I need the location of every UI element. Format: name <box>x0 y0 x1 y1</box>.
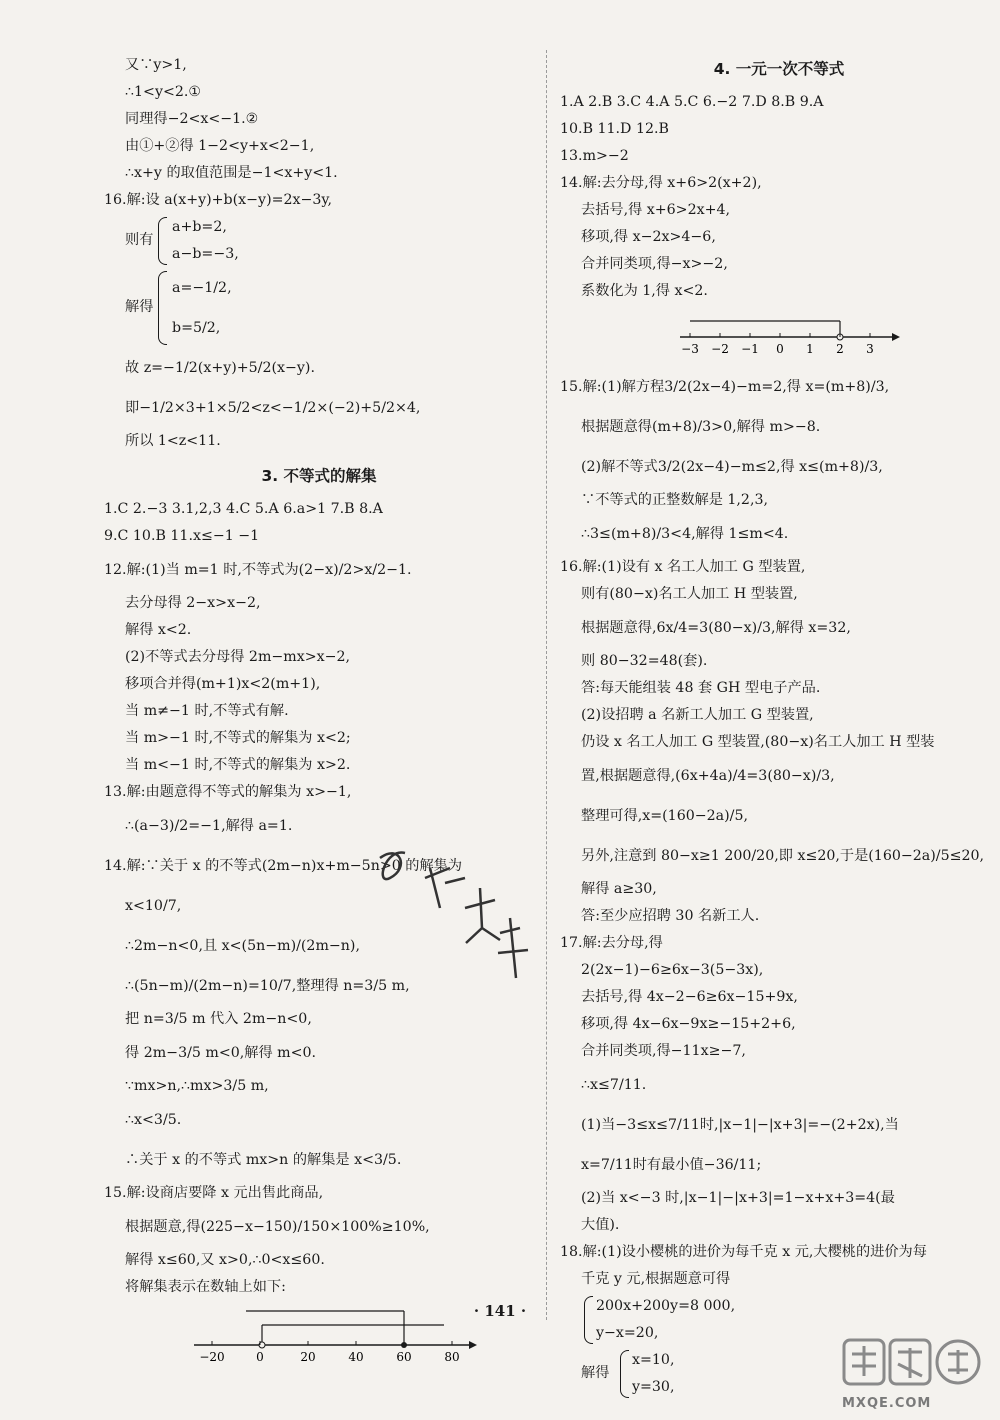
text-line: 同理得−2<x<−1.② <box>125 111 259 127</box>
problem-14: 14.解:去分母,得 x+6>2(x+2), <box>560 175 762 191</box>
problem-13: 13.解:由题意得不等式的解集为 x>−1, <box>104 784 352 800</box>
problem-16: 16.解:(1)设有 x 名工人加工 G 型装置, <box>560 559 806 575</box>
text-line: (2)解不等式3/2(2x−4)−m≤2,得 x≤(m+8)/3, <box>581 459 883 475</box>
problem-14: 14.解:∵关于 x 的不等式(2m−n)x+m−5n>0 的解集为 <box>104 858 463 874</box>
text-line: 移项,得 4x−6x−9x≥−15+2+6, <box>581 1016 796 1032</box>
system-prefix: 则有 <box>125 232 154 248</box>
text-line: 由①+②得 1−2<y+x<2−1, <box>125 138 315 154</box>
system-prefix: 解得 <box>581 1365 610 1381</box>
axis-tick-label: 2 <box>836 342 844 356</box>
axis-tick-label: −2 <box>711 342 729 356</box>
text-line: 系数化为 1,得 x<2. <box>581 283 708 299</box>
text-line: 则有(80−x)名工人加工 H 型装置, <box>581 586 798 602</box>
text-line: 去括号,得 4x−2−6≥6x−15+9x, <box>581 989 798 1005</box>
equation: 200x+200y=8 000, <box>596 1298 736 1314</box>
equation: y−x=20, <box>596 1325 659 1341</box>
text-line: ∴2m−n<0,且 x<(5n−m)/(2m−n), <box>125 938 360 954</box>
text-line: 即−1/2×3+1×5/2<z<−1/2×(−2)+5/2×4, <box>125 400 421 416</box>
text-line: 解得 a≥30, <box>581 881 657 897</box>
number-line-svg <box>680 305 920 367</box>
section-title: 4. 一元一次不等式 <box>713 60 845 78</box>
text-line: 解得 x≤60,又 x>0,∴0<x≤60. <box>125 1252 325 1268</box>
text-line: 2(2x−1)−6≥6x−3(5−3x), <box>581 962 764 978</box>
text-line: 答:每天能组装 48 套 GH 型电子产品. <box>581 680 821 696</box>
text-line: 将解集表示在数轴上如下: <box>125 1279 286 1295</box>
text-line: 另外,注意到 80−x≥1 200/20,即 x≤20,于是(160−2a)/5≤20, <box>581 848 985 864</box>
watermark <box>842 1336 982 1414</box>
text-line: 则 80−32=48(套). <box>581 653 708 669</box>
axis-tick-label: −20 <box>199 1350 225 1363</box>
equation: a=−1/2, <box>172 280 232 296</box>
text-line: 根据题意,得(225−x−150)/150×100%≥10%, <box>125 1219 430 1235</box>
problem-15: 15.解:设商店要降 x 元出售此商品, <box>104 1185 324 1201</box>
text-line: ∴x+y 的取值范围是−1<x+y<1. <box>125 165 338 181</box>
text-line: 大值). <box>581 1217 620 1233</box>
watermark-logo-icon <box>842 1336 982 1392</box>
text-line: 当 m≠−1 时,不等式有解. <box>125 703 289 719</box>
brace <box>620 1350 629 1398</box>
handwriting-scribble <box>370 838 550 988</box>
number-line-2 <box>560 305 998 367</box>
axis-tick-label: 60 <box>396 1350 412 1363</box>
text-line: 解得 x<2. <box>125 622 192 638</box>
text-line: (1)当−3≤x≤7/11时,|x−1|−|x+3|=−(2+2x),当 <box>581 1117 899 1133</box>
left-column <box>104 52 534 1363</box>
axis-tick-label: 0 <box>776 342 784 356</box>
axis-tick-label: 80 <box>444 1350 460 1363</box>
page-number: · 141 · <box>473 1302 527 1320</box>
text-line: (2)不等式去分母得 2m−mx>x−2, <box>125 649 351 665</box>
text-line: ∴3≤(m+8)/3<4,解得 1≤m<4. <box>581 526 789 542</box>
answer-row: 10.B 11.D 12.B <box>560 121 669 137</box>
text-line: 合并同类项,得−11x≥−7, <box>581 1043 746 1059</box>
equation: y=30, <box>632 1379 675 1395</box>
text-line: 千克 y 元,根据题意可得 <box>581 1271 731 1287</box>
text-line: 答:至少应招聘 30 名新工人. <box>581 908 760 924</box>
text-line: 移项合并得(m+1)x<2(m+1), <box>125 676 321 692</box>
axis-tick-label: 40 <box>348 1350 364 1363</box>
text-line: 仍设 x 名工人加工 G 型装置,(80−x)名工人加工 H 型装 <box>581 734 935 750</box>
problem-16: 16.解:设 a(x+y)+b(x−y)=2x−3y, <box>104 192 333 208</box>
column-divider <box>546 50 547 1320</box>
equation: x=10, <box>632 1352 675 1368</box>
text-line: 去分母得 2−x>x−2, <box>125 595 261 611</box>
problem-18: 18.解:(1)设小樱桃的进价为每千克 x 元,大樱桃的进价为每 <box>560 1244 927 1260</box>
text-line: x<10/7, <box>125 898 182 914</box>
watermark-url: MXQE.COM <box>842 1396 932 1411</box>
answer-row: 9.C 10.B 11.x≤−1 −1 <box>104 528 260 544</box>
text-line: 置,根据题意得,(6x+4a)/4=3(80−x)/3, <box>581 768 835 784</box>
axis-tick-label: 1 <box>806 342 814 356</box>
equation: a−b=−3, <box>172 246 239 262</box>
answer-row: 1.C 2.−3 3.1,2,3 4.C 5.A 6.a>1 7.B 8.A <box>104 501 383 517</box>
text-line: 根据题意得(m+8)/3>0,解得 m>−8. <box>581 419 821 435</box>
answer-row: 13.m>−2 <box>560 148 629 164</box>
text-line: ∴(5n−m)/(2m−n)=10/7,整理得 n=3/5 m, <box>125 978 410 994</box>
text-line: 合并同类项,得−x>−2, <box>581 256 728 272</box>
equation-system <box>104 268 534 348</box>
text-line: x=7/11时有最小值−36/11; <box>581 1157 762 1173</box>
text-line: ∴x≤7/11. <box>581 1077 647 1093</box>
text-line: ∵不等式的正整数解是 1,2,3, <box>581 492 768 508</box>
text-line: 所以 1<z<11. <box>125 433 221 449</box>
text-line: 得 2m−3/5 m<0,解得 m<0. <box>125 1045 317 1061</box>
axis-tick-label: 20 <box>300 1350 316 1363</box>
axis-tick-label: 3 <box>866 342 874 356</box>
text-line: ∴1<y<2.① <box>125 84 202 100</box>
equation: b=5/2, <box>172 320 221 336</box>
brace <box>158 271 167 345</box>
text-line: 故 z=−1/2(x+y)+5/2(x−y). <box>125 360 315 376</box>
right-column <box>560 52 998 1401</box>
text-line: 又∵y>1, <box>125 57 187 73</box>
text-line: (2)当 x<−3 时,|x−1|−|x+3|=1−x+x+3=4(最 <box>581 1190 895 1206</box>
text-line: (2)设招聘 a 名新工人加工 G 型装置, <box>581 707 814 723</box>
text-line: 把 n=3/5 m 代入 2m−n<0, <box>125 1011 312 1027</box>
text-line: ∴(a−3)/2=−1,解得 a=1. <box>125 818 293 834</box>
problem-12: 12.解:(1)当 m=1 时,不等式为(2−x)/2>x/2−1. <box>104 562 412 578</box>
axis-tick-label: 0 <box>256 1350 264 1363</box>
section-title: 3. 不等式的解集 <box>261 467 377 485</box>
text-line: 移项,得 x−2x>4−6, <box>581 229 716 245</box>
equation: a+b=2, <box>172 219 227 235</box>
brace <box>158 217 167 265</box>
system-prefix: 解得 <box>125 299 154 315</box>
text-line: ∴x<3/5. <box>125 1112 182 1128</box>
axis-tick-label: −1 <box>741 342 759 356</box>
text-line: ∵mx>n,∴mx>3/5 m, <box>125 1078 269 1094</box>
text-line: 当 m<−1 时,不等式的解集为 x>2. <box>125 757 351 773</box>
problem-17: 17.解:去分母,得 <box>560 935 663 951</box>
text-line: 去括号,得 x+6>2x+4, <box>581 202 731 218</box>
text-line: 整理可得,x=(160−2a)/5, <box>581 808 748 824</box>
axis-tick-label: −3 <box>681 342 699 356</box>
text-line: 根据题意得,6x/4=3(80−x)/3,解得 x=32, <box>581 620 851 636</box>
answer-row: 1.A 2.B 3.C 4.A 5.C 6.−2 7.D 8.B 9.A <box>560 94 824 110</box>
text-line: ∴关于 x 的不等式 mx>n 的解集是 x<3/5. <box>125 1152 402 1168</box>
text-line: 当 m>−1 时,不等式的解集为 x<2; <box>125 730 351 746</box>
equation-system <box>104 214 534 268</box>
problem-15: 15.解:(1)解方程3/2(2x−4)−m=2,得 x=(m+8)/3, <box>560 379 890 395</box>
